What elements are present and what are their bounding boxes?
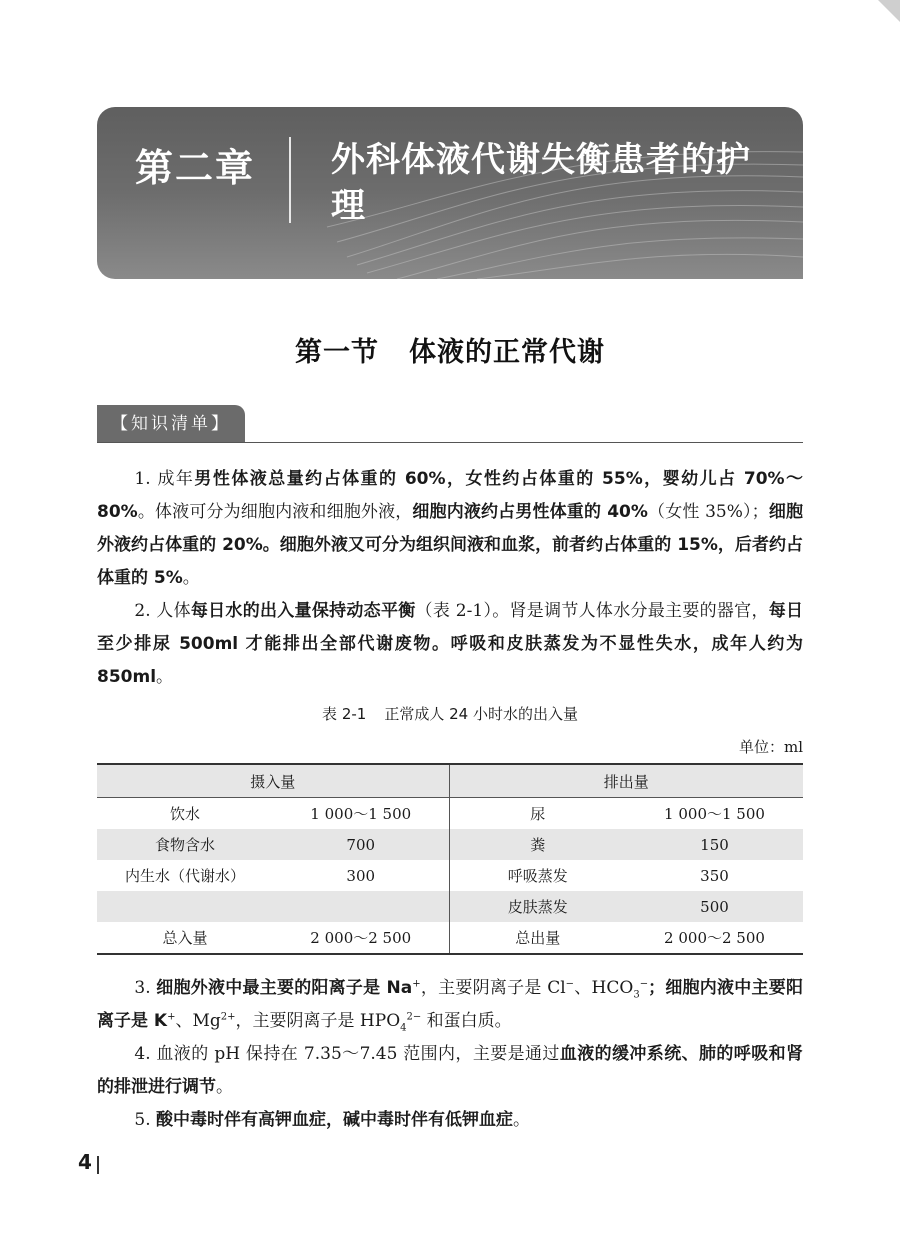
intake-header: 摄入量: [97, 764, 449, 798]
table-row: [97, 891, 803, 922]
section-name: 体液的正常代谢: [409, 337, 605, 368]
section-number: 第一节: [295, 337, 379, 368]
intake-value: [273, 891, 449, 922]
output-value: 500: [626, 891, 803, 922]
table-header-row: [97, 764, 803, 798]
paragraph-1: 1. 成年男性体液总量约占体重的 60%，女性约占体重的 55%，婴幼儿占 70%～80%。体液可分为细胞内液和细胞外液，细胞内液约占男性体重的 40%（女性 35%）；细胞外液约占体重的 20%。细胞外液又可分为组织间液和血浆，前者约占体重的 15%，后者约占体重的 5%。: [97, 469, 804, 588]
table-caption-number: 表 2-1: [322, 705, 367, 723]
output-value: 350: [700, 866, 729, 885]
output-item: 尿: [449, 798, 626, 830]
output-item: 呼吸蒸发: [449, 860, 626, 891]
knowledge-list-rule: [97, 442, 803, 443]
output-value: 2 000～2 500: [626, 922, 803, 954]
chapter-divider: [289, 137, 291, 223]
paragraph-5: 5. 酸中毒时伴有高钾血症，碱中毒时伴有低钾血症。: [134, 1110, 531, 1130]
chapter-banner: [97, 107, 803, 279]
intake-value: 1 000～1 500: [310, 805, 412, 823]
table-caption-title: 正常成人 24 小时水的出入量: [384, 705, 578, 723]
output-value: 1 000～1 500: [664, 805, 765, 823]
intake-item: 饮水: [169, 805, 200, 823]
intake-value: 700: [273, 829, 449, 860]
knowledge-list-tab: 【知识清单】: [97, 405, 245, 443]
table-row: [97, 860, 803, 891]
intake-item: [97, 891, 273, 922]
table-unit: 单位：ml: [738, 738, 803, 756]
table-caption: [0, 703, 900, 724]
intake-item: 内生水（代谢水）: [124, 867, 245, 885]
intake-value: 2 000～2 500: [273, 922, 449, 954]
table-row-total: [97, 922, 803, 954]
section-title: [0, 330, 900, 369]
table-row: [97, 829, 803, 860]
output-item: 总出量: [449, 922, 626, 954]
chapter-title: 外科体液代谢失衡患者的护理: [331, 140, 751, 226]
page-number-bar: [97, 1156, 99, 1174]
output-value: 150: [626, 829, 803, 860]
paragraph-3: 3. 细胞外液中最主要的阳离子是 Na+，主要阴离子是 Cl−、$HCO_3^-$；细胞内液中主要阳离子是 K+、$Mg^{2+}$，主要阴离子是 $HPO_4^{2-}$ 和蛋白质。: [97, 978, 804, 1034]
paragraph-2: 2. 人体每日水的出入量保持动态平衡（表 2-1）。肾是调节人体水分最主要的器官，每日至少排尿 500ml 才能排出全部代谢废物。呼吸和皮肤蒸发为不显性失水，成年人约为 850ml。: [97, 601, 804, 687]
output-item: 皮肤蒸发: [449, 891, 626, 922]
intake-value: 300: [346, 866, 376, 885]
paragraph-4: 4. 血液的 pH 保持在 7.35～7.45 范围内，主要是通过血液的缓冲系统、肺的呼吸和肾的排泄进行调节。: [97, 1044, 803, 1097]
output-item: 粪: [449, 829, 626, 860]
chapter-number: 第二章: [135, 146, 256, 190]
intake-item: 总入量: [97, 922, 273, 954]
water-balance-table: [97, 763, 803, 955]
table-row: [97, 798, 803, 830]
intake-item: 食物含水: [97, 829, 273, 860]
page-corner-fold: [878, 0, 900, 22]
page-number: 4: [78, 1150, 92, 1174]
output-header: 排出量: [449, 764, 803, 798]
